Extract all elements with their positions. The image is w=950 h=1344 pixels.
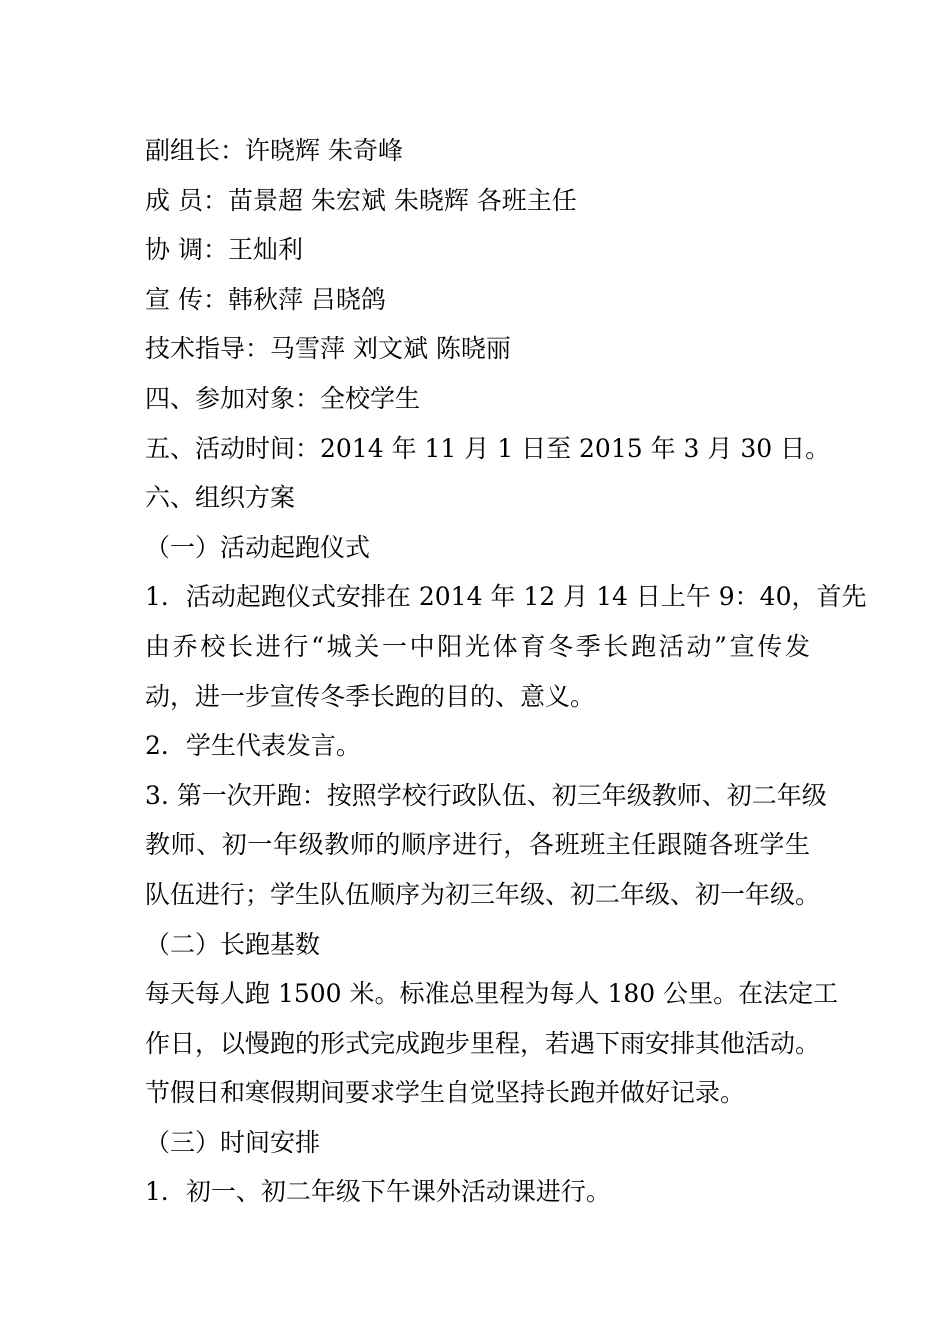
text-line-members: 成 员：苗景超 朱宏斌 朱晓辉 各班主任 bbox=[145, 185, 577, 215]
text-line-deputy-leaders: 副组长：许晓辉 朱奇峰 bbox=[145, 136, 403, 165]
section-heading-organization-plan: 六、组织方案 bbox=[145, 483, 296, 513]
subheading-running-base: （二）长跑基数 bbox=[145, 929, 321, 959]
section-heading-activity-time: 五、活动时间：2014 年 11 月 1 日至 2015 年 3 月 30 日。 bbox=[145, 433, 831, 463]
paragraph-line: 作日，以慢跑的形式完成跑步里程，若遇下雨安排其他活动。 bbox=[145, 1028, 821, 1058]
paragraph-line: 节假日和寒假期间要求学生自觉坚持长跑并做好记录。 bbox=[145, 1078, 746, 1108]
text-line-coordination: 协 调：王灿利 bbox=[145, 235, 303, 265]
section-heading-participants: 四、参加对象：全校学生 bbox=[145, 383, 421, 413]
paragraph-line: 队伍进行；学生队伍顺序为初三年级、初二年级、初一年级。 bbox=[145, 879, 821, 909]
paragraph-line: 每天每人跑 1500 米。标准总里程为每人 180 公里。在法定工 bbox=[145, 979, 839, 1009]
subheading-launch-ceremony: （一）活动起跑仪式 bbox=[145, 532, 371, 562]
text-line-technical-guidance: 技术指导：马雪萍 刘文斌 陈晓丽 bbox=[145, 334, 511, 364]
subheading-time-arrangement: （三）时间安排 bbox=[145, 1127, 321, 1157]
paragraph-line: 2．学生代表发言。 bbox=[145, 731, 361, 761]
document-body bbox=[145, 126, 867, 1217]
paragraph-line: 1．活动起跑仪式安排在 2014 年 12 月 14 日上午 9：40，首先 bbox=[145, 582, 867, 612]
paragraph-line: 由乔校长进行“城关一中阳光体育冬季长跑活动”宣传发 bbox=[145, 631, 810, 661]
paragraph-line: 1．初一、初二年级下午课外活动课进行。 bbox=[145, 1177, 611, 1207]
paragraph-line: 3. 第一次开跑：按照学校行政队伍、初三年级教师、初二年级 bbox=[145, 780, 827, 810]
paragraph-line: 动，进一步宣传冬季长跑的目的、意义。 bbox=[145, 681, 596, 711]
text-line-publicity: 宣 传：韩秋萍 吕晓鸽 bbox=[145, 284, 386, 314]
paragraph-line: 教师、初一年级教师的顺序进行，各班班主任跟随各班学生 bbox=[145, 830, 810, 860]
